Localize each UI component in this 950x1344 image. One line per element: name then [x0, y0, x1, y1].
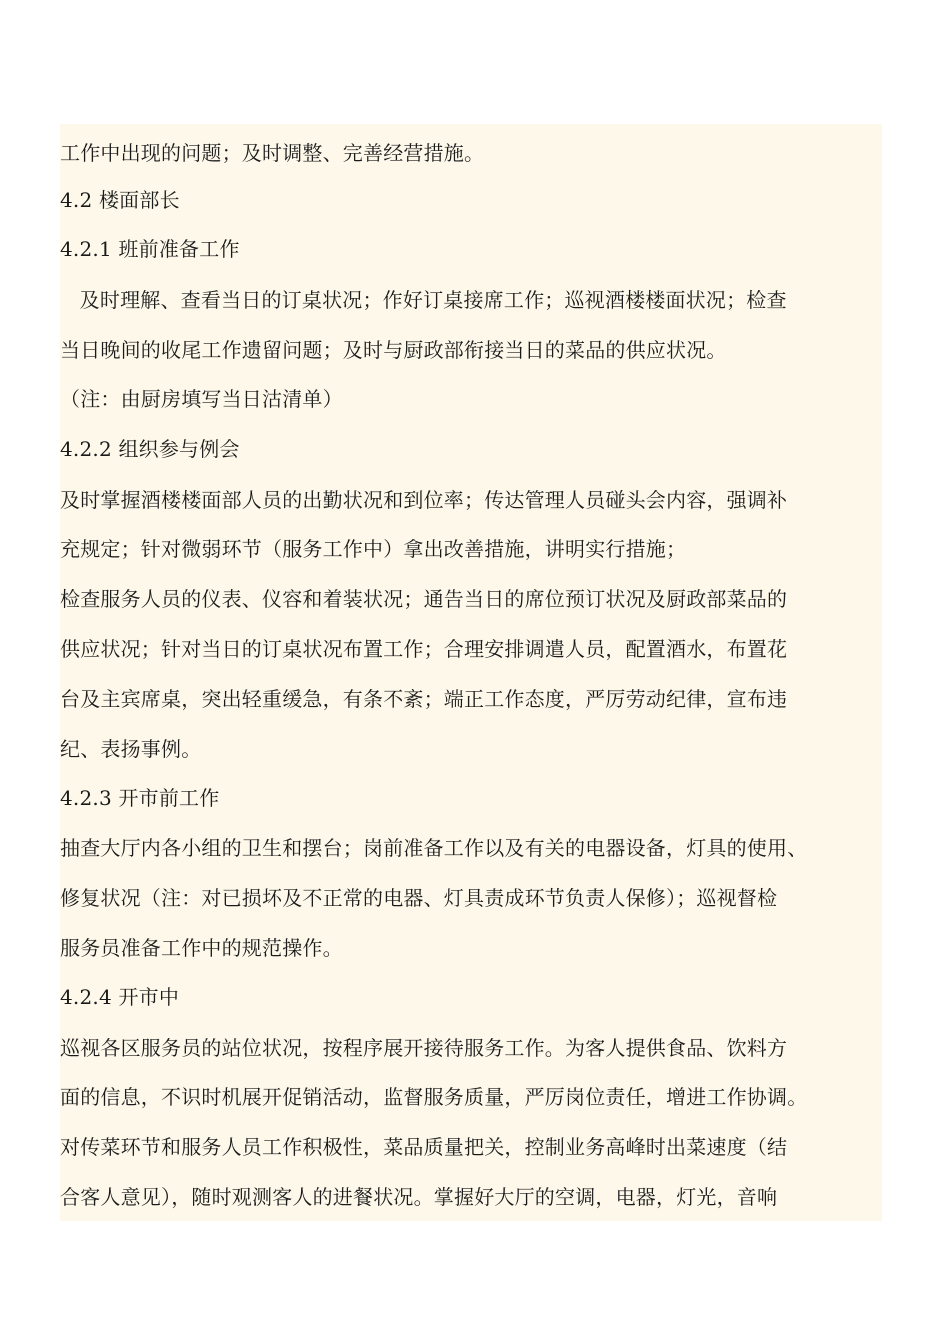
text-line: 及时掌握酒楼楼面部人员的出勤状况和到位率；传达管理人员碰头会内容，强调补 — [60, 488, 788, 512]
text-line: 当日晚间的收尾工作遗留问题；及时与厨政部衔接当日的菜品的供应状况。 — [60, 338, 727, 362]
text-line: 及时理解、查看当日的订桌状况；作好订桌接席工作；巡视酒楼楼面状况；检查 — [60, 288, 787, 312]
text-line: 台及主宾席桌，突出轻重缓急，有条不紊；端正工作态度，严厉劳动纪律，宣布违 — [60, 687, 788, 711]
text-line: 修复状况（注：对已损坏及不正常的电器、灯具责成环节负责人保修）；巡视督检 — [60, 886, 778, 910]
section-heading-4-2: 4.2 楼面部长 — [60, 188, 180, 212]
section-heading-4-2-1: 4.2.1 班前准备工作 — [60, 237, 240, 261]
text-line: 对传菜环节和服务人员工作积极性，菜品质量把关，控制业务高峰时出菜速度（结 — [60, 1135, 788, 1159]
text-line: 纪、表扬事例。 — [60, 737, 202, 761]
text-line: 工作中出现的问题；及时调整、完善经营措施。 — [60, 141, 485, 165]
text-line: 检查服务人员的仪表、仪容和着装状况；通告当日的席位预订状况及厨政部菜品的 — [60, 587, 788, 611]
section-heading-4-2-2: 4.2.2 组织参与例会 — [60, 437, 240, 461]
text-line: 面的信息，不识时机展开促销活动，监督服务质量，严厉岗位责任，增进工作协调。 — [60, 1085, 808, 1109]
text-line: 供应状况；针对当日的订桌状况布置工作；合理安排调遣人员，配置酒水，布置花 — [60, 637, 788, 661]
text-line: 充规定；针对微弱环节（服务工作中）拿出改善措施，讲明实行措施； — [60, 537, 687, 561]
section-heading-4-2-4: 4.2.4 开市中 — [60, 985, 180, 1009]
section-heading-4-2-3: 4.2.3 开市前工作 — [60, 786, 220, 810]
text-line: 抽查大厅内各小组的卫生和摆台；岗前准备工作以及有关的电器设备，灯具的使用、 — [60, 836, 808, 860]
text-line: 合客人意见），随时观测客人的进餐状况。掌握好大厅的空调，电器，灯光，音响 — [60, 1185, 778, 1209]
text-line: 服务员准备工作中的规范操作。 — [60, 936, 343, 960]
text-line: （注：由厨房填写当日沽清单） — [60, 387, 343, 411]
text-line: 巡视各区服务员的站位状况，按程序展开接待服务工作。为客人提供食品、饮料方 — [60, 1036, 788, 1060]
document-page — [60, 124, 882, 1221]
